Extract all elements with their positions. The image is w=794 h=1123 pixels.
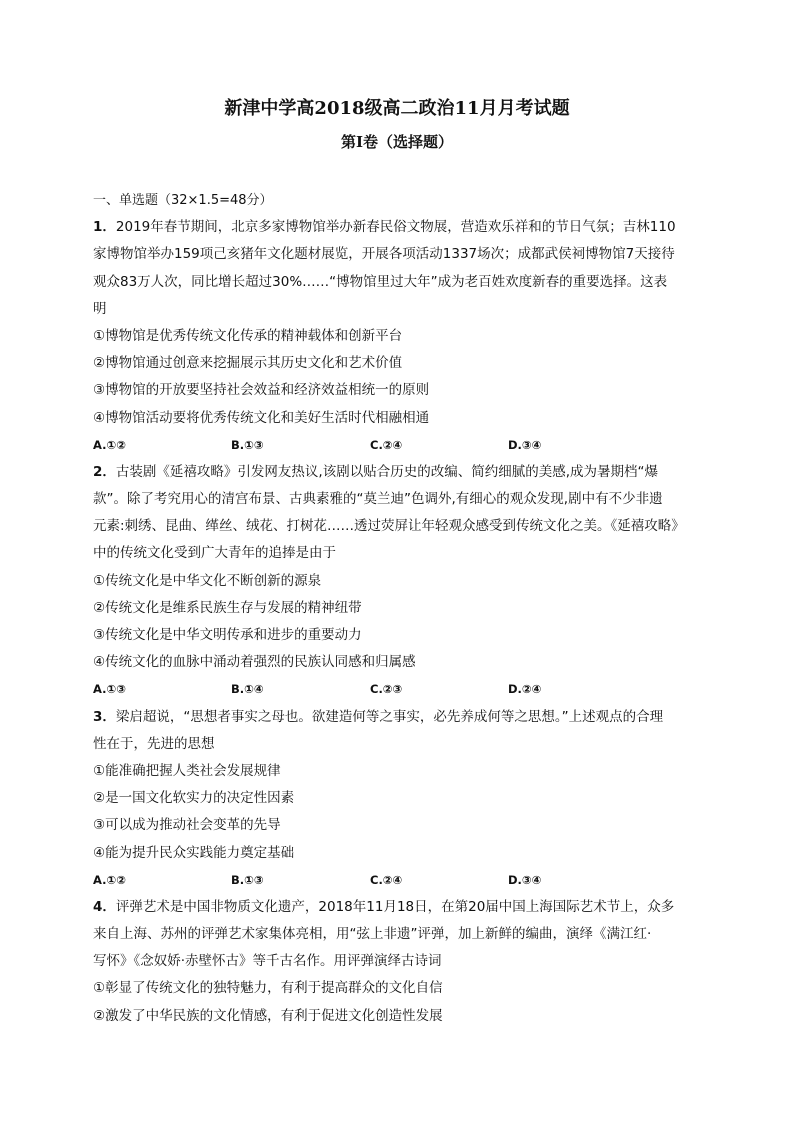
question-stem-text: 评弹艺术是中国非物质文化遗产，2018年11月18日，在第20届中国上海国际艺术节上，众多 [115, 898, 675, 915]
question-stem-line: 观众83万人次，同比增长超过30%……“博物馆里过大年”成为老百姓欢度新春的重要选择。这表 [93, 273, 668, 290]
option-b: B.①③ [231, 437, 264, 452]
question-stem-text: 古装剧《延禧攻略》引发网友热议,该剧以贴合历史的改编、简约细腻的美感,成为暑期档“爆 [115, 463, 658, 480]
question-number: 2． [93, 463, 116, 480]
option-d: D.③④ [508, 437, 542, 452]
option-d: D.②④ [508, 682, 542, 697]
option-a: A.①③ [93, 682, 126, 697]
question-4 [93, 894, 705, 1030]
option-a: A.①② [93, 437, 126, 452]
question-stem-line: 款”。除了考究用心的清宫布景、古典素雅的“莫兰迪”色调外,有细心的观众发现,剧中有不少非遗 [93, 491, 663, 508]
option-a: A.①② [93, 872, 126, 887]
question-2 [93, 459, 705, 704]
question-stem-line: 写怀》《念奴娇·赤壁怀古》等千古名作。用评弹演绎古诗词 [93, 953, 442, 970]
question-stem-line: 元素:刺绣、昆曲、缂丝、绒花、打树花……透过荧屏让年轻观众感受到传统文化之美。《延禧攻略》 [93, 518, 685, 535]
question-3 [93, 704, 705, 894]
statement: ①博物馆是优秀传统文化传承的精神载体和创新平台 [93, 327, 403, 344]
statement: ③博物馆的开放要坚持社会效益和经济效益相统一的原则 [93, 382, 430, 399]
question-stem-line [93, 214, 705, 241]
option-b: B.①④ [231, 682, 264, 697]
option-d: D.③④ [508, 872, 542, 887]
statement: ①能准确把握人类社会发展规律 [93, 762, 281, 779]
answer-options [93, 867, 705, 894]
answer-options [93, 676, 705, 703]
statement: ①彰显了传统文化的独特魅力，有利于提高群众的文化自信 [93, 980, 443, 997]
statement: ②博物馆通过创意来挖掘展示其历史文化和艺术价值 [93, 355, 403, 372]
exam-title: 新津中学高2018级高二政治11月月考试题 [224, 98, 570, 119]
statement: ④传统文化的血脉中涌动着强烈的民族认同感和归属感 [93, 654, 416, 671]
statement: ②传统文化是维系民族生存与发展的精神纽带 [93, 599, 362, 616]
question-number: 3． [93, 708, 116, 725]
question-stem-line: 家博物馆举办159项己亥猪年文化题材展览，开展各项活动1337场次；成都武侯祠博物馆7天接待 [93, 246, 675, 263]
question-stem-line: 明 [93, 300, 107, 317]
question-1 [93, 214, 705, 459]
question-number: 1． [93, 219, 116, 236]
statement: ④博物馆活动要将优秀传统文化和美好生活时代相融相通 [93, 409, 430, 426]
exam-subtitle: 第Ⅰ卷（选择题） [340, 133, 454, 151]
statement: ②是一国文化软实力的决定性因素 [93, 790, 295, 807]
question-stem-line: 来自上海、苏州的评弹艺术家集体亮相，用“弦上非遗”评弹，加上新鲜的编曲，演绎《满江红· [93, 926, 652, 943]
statement: ③可以成为推动社会变革的先导 [93, 817, 281, 834]
question-stem-line: 性在于，先进的思想 [93, 735, 215, 752]
question-stem-text: 梁启超说，“思想者事实之母也。欲建造何等之事实，必先养成何等之思想。”上述观点的合理 [115, 708, 664, 725]
statement: ①传统文化是中华文化不断创新的源泉 [93, 572, 322, 589]
statement: ④能为提升民众实践能力奠定基础 [93, 844, 295, 861]
question-stem-text: 2019年春节期间，北京多家博物馆举办新春民俗文物展，营造欢乐祥和的节日气氛；吉林110 [115, 219, 676, 236]
section-heading: 一、单选题（32×1.5=48分） [93, 193, 273, 208]
question-stem-line [93, 704, 705, 731]
question-stem-line [93, 459, 705, 486]
question-stem-line [93, 894, 705, 921]
statement: ②激发了中华民族的文化情感，有利于促进文化创造性发展 [93, 1007, 443, 1024]
option-c: C.②④ [370, 437, 403, 452]
option-c: C.②④ [370, 872, 403, 887]
exam-content [93, 187, 705, 1030]
option-c: C.②③ [370, 682, 403, 697]
option-b: B.①③ [231, 872, 264, 887]
question-number: 4． [93, 898, 116, 915]
statement: ③传统文化是中华文明传承和进步的重要动力 [93, 627, 362, 643]
question-stem-line: 中的传统文化受到广大青年的追捧是由于 [93, 545, 336, 562]
answer-options [93, 432, 705, 459]
